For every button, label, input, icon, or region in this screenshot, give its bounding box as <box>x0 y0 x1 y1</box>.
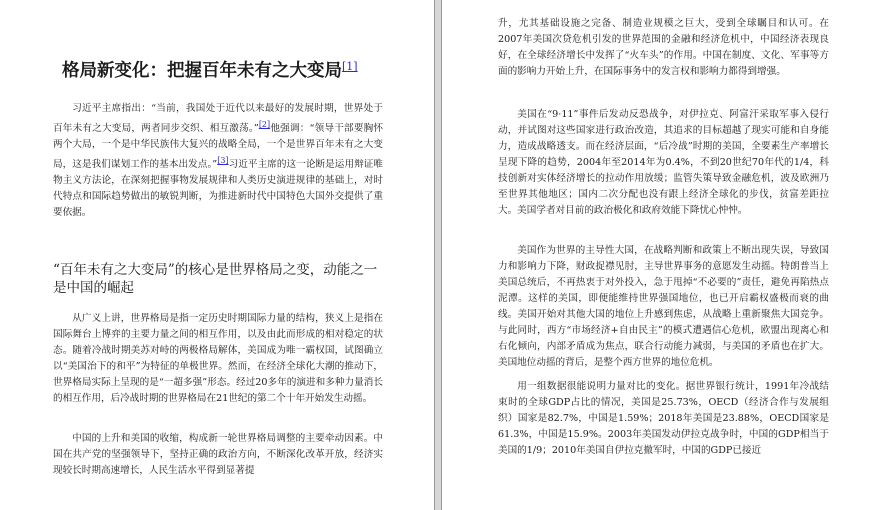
right-page <box>442 0 885 510</box>
paragraph-continued: 升，尤其基础设施之完备、制造业规模之巨大，受到全球瞩目和认可。在2007年美国次贷危机引发的世界范围的金融和经济危机中，中国经济表现良好，在全球经济增长中发挥了“火车头”的作用。中国在制度、文化、军事等方面的影响力开始上升，在国际事务中的发言权和影响力都得到增强。 <box>498 18 829 77</box>
footnote-link-2[interactable]: [2] <box>258 120 271 129</box>
footnote-link-3[interactable]: [3] <box>217 156 229 165</box>
section-heading: “百年未有之大变局”的核心是世界格局之变，动能之一是中国的崛起 <box>53 262 378 296</box>
paragraph-us-decline: 美国作为世界的主导性大国，在战略判断和政策上不断出现失误，导致国力和影响力下降，财政捉襟见肘，主导世界事务的意愿发生动摇。特朗普当上美国总统后，不再热衷于对外投入，急于甩掉“不必要的”责任，避免再陷热点泥潭。这样的美国，即便能维持世界强国地位，也已开启霸权盛极而衰的曲线。美国开始对其他大国的地位上升感到焦虑，从战略上重新聚焦大国竞争。与此同时，西方“市场经济+自由民主”的模式遭遇信心危机，欧盟出现离心和右化倾向，内部矛盾成为焦点，联合行动能力减弱，与美国的矛盾也在扩大。美国地位动摇的背后，是整个西方世界的地位危机。 <box>498 245 829 368</box>
paragraph-world-structure: 从广义上讲，世界格局是指一定历史时期国际力量的结构，狭义上是指在国际舞台上博弈的主要力量之间的相互作用，以及由此而形成的相对稳定的状态。随着冷战时期美苏对峙的两极格局解体，美国成为唯一霸权国，试图确立以“美国治下的和平”为特征的单极世界。然而，在经济全球化大潮的推动下，世界格局实际上呈现的是“一超多强”形态。经过20多年的演进和多种力量消长的相互作用，后冷战时期的世界格局在21世纪的第二个十年开始发生动摇。 <box>53 313 383 404</box>
paragraph-us-strategy: 美国在“9·11”事件后发动反恐战争，对伊拉克、阿富汗采取军事入侵行动，并试图对这些国家进行政治改造，其追求的目标超越了现实可能和自身能力，造成战略透支。而在经济层面，“后冷战”时期的美国，全要素生产率增长呈现下降的趋势，2004年至2014年为0.4%，不到20世纪70年代的1/4，科技创新对实体经济增长的拉动作用放缓；监管失策导致金融危机，波及欧洲乃至世界其他地区；国内二次分配也没有跟上经济全球化的步伐，贫富差距拉大。美国学者对目前的政治极化和政府效能下降忧心忡忡。 <box>498 109 829 216</box>
paragraph-data: 用一组数据很能说明力量对比的变化。据世界银行统计，1991年冷战结束时的全球GDP占比的情况，美国是25.73%，OECD（经济合作与发展组织）国家是82.7%，中国是1.59%；2018年美国是23.88%，OECD国家是61.3%，中国是15.9%。2003年美国发动伊拉克战争时，中国的GDP相当于美国的1/9；2010年美国自伊拉克撤军时，中国的GDP已接近 <box>498 381 829 456</box>
title-text: 格局新变化：把握百年未有之大变局 <box>62 61 342 81</box>
chapter-title <box>62 55 402 83</box>
left-page <box>0 0 434 510</box>
paragraph-intro <box>53 101 383 221</box>
intro-text-a: 习近平主席指出：“当前，我国处于近代以来最好的发展时期，世界处于百年未有之大变局，两者同步交织、相互激荡。” <box>53 103 383 134</box>
page-divider <box>434 0 442 510</box>
intro-text-c: 习近平主席的这一论断是运用辩证唯物主义方法论，在深刻把握事物发展规律和人类历史演进规律的基础上，对时代特点和国际趋势做出的敏锐判断，为推进新时代中国特色大国外交提供了重要依据。 <box>53 159 384 218</box>
paragraph-china-rise: 中国的上升和美国的收缩，构成新一轮世界格局调整的主要牵动因素。中国在共产党的坚强领导下，坚持正确的政治方向，不断深化改革开放，经济实现较长时期高速增长，人民生活水平得到显著提 <box>53 433 383 476</box>
intro-text-b: 他强调：“领导干部要胸怀两个大局，一个是中华民族伟大复兴的战略全局，一个是世界百年未有之大变局，这是我们谋划工作的基本出发点。” <box>53 123 384 170</box>
footnote-link-1[interactable]: [1] <box>342 60 358 73</box>
